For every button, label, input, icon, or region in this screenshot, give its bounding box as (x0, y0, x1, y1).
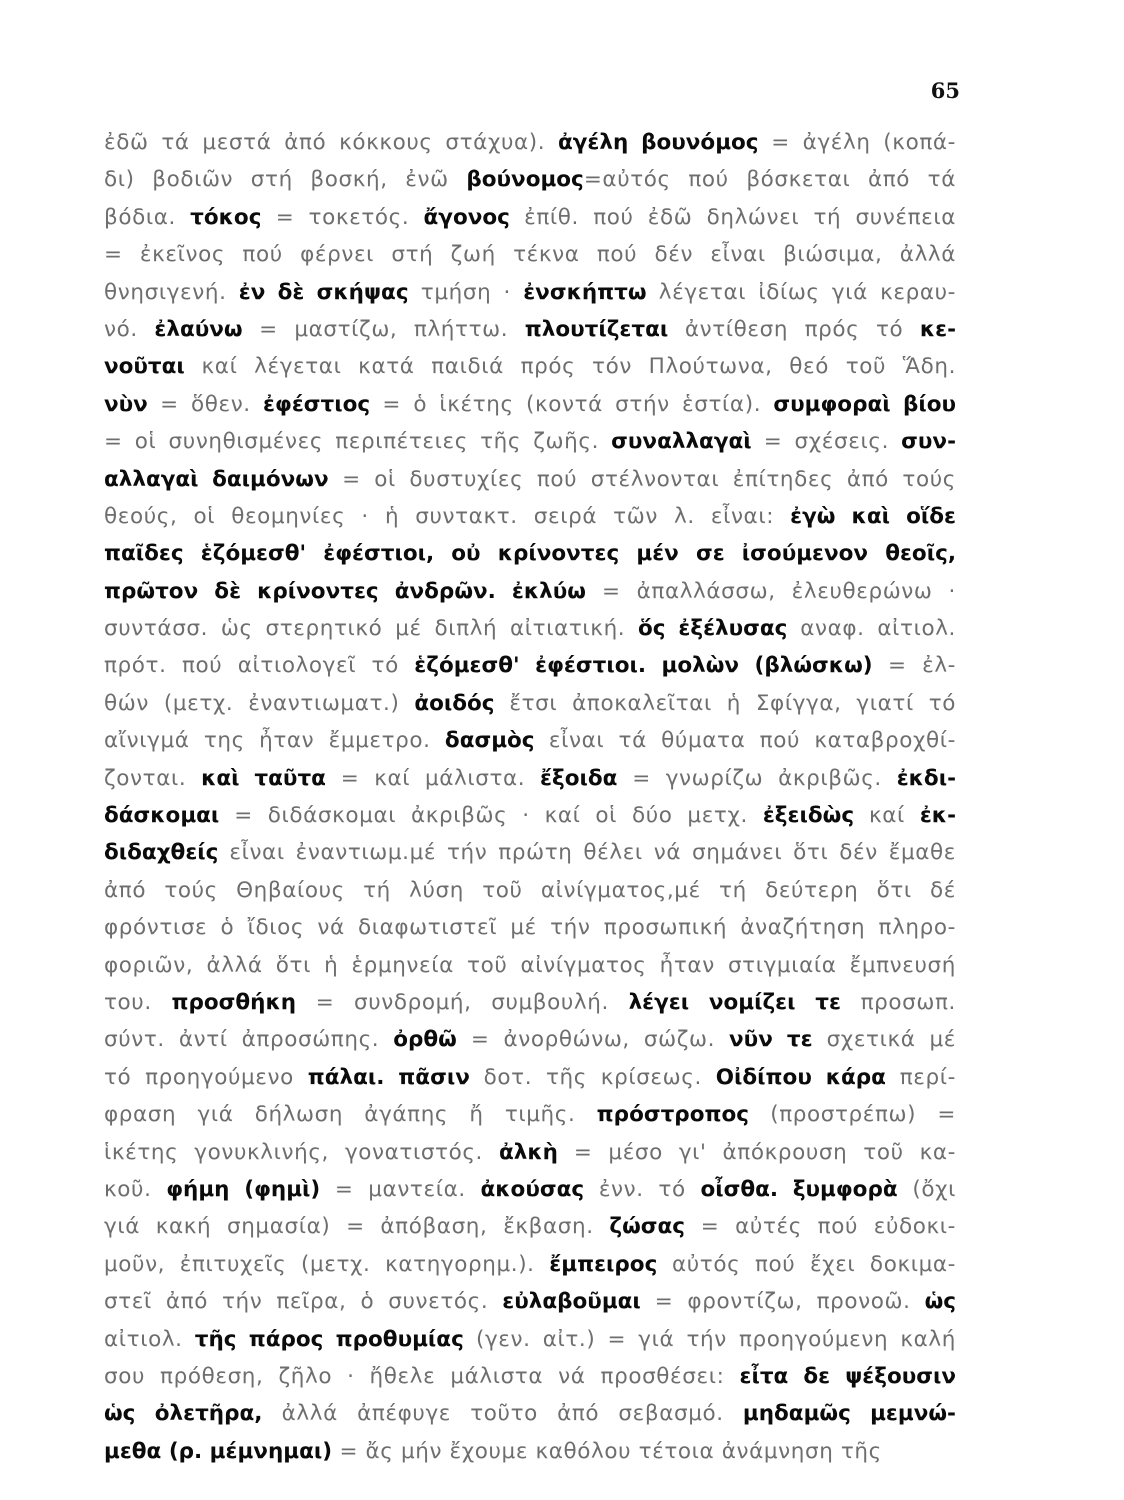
text-line (104, 647, 956, 684)
gloss-text: μοῦν, ἐπιτυχεῖς (μετχ. κατηγορημ.). (104, 1251, 550, 1277)
gloss-text: = οἱ δυστυχίες πού στέλνονται ἐπίτηδες ἀπό τούς (328, 466, 956, 492)
gloss-text: = ἀπαλλάσσω, ἐλευθερώνω · (585, 578, 956, 604)
page-number: 65 (930, 78, 960, 103)
lemma-term: ἐξειδὼς (762, 803, 855, 829)
lemma-term: ἄγονος (423, 204, 510, 230)
gloss-text: καί λέγεται κατά παιδιά πρός τόν Πλούτωνα, θεό τοῦ Ἅδη. (184, 354, 956, 380)
lemma-term: πάλαι. πᾶσιν (307, 1064, 470, 1090)
text-line (104, 1321, 956, 1358)
lemma-term: ἔξοιδα (540, 765, 618, 791)
lemma-term: δάσκομαι (104, 803, 220, 829)
lemma-term: ἑζόμεσθ' ἐφέστιοι. μολὼν (βλώσκω) (414, 653, 873, 679)
gloss-text: κοῦ. (104, 1176, 167, 1202)
lemma-term: πρῶτον δὲ κρίνοντες ἀνδρῶν. (104, 578, 512, 604)
lemma-term: συμφοραὶ βίου (773, 391, 956, 417)
gloss-text: ζονται. (104, 765, 202, 791)
gloss-text: καί (854, 803, 920, 829)
lemma-term: εὐλαβοῦμαι (502, 1289, 641, 1315)
text-line (104, 1208, 956, 1245)
text-line (104, 386, 956, 423)
gloss-text: ἀλλά ἀπέφυγε τοῦτο ἀπό σεβασμό. (262, 1401, 743, 1427)
gloss-text: = συνδρομή, συμβουλή. (296, 989, 629, 1015)
text-line (104, 834, 956, 871)
lemma-term: ἐν δὲ σκήψας (238, 279, 409, 305)
text-line (104, 274, 956, 311)
lemma-term: πλουτίζεται (524, 316, 669, 342)
text-line (104, 685, 956, 722)
text-line (104, 573, 956, 610)
gloss-text: φοριῶν, ἀλλά ὅτι ἡ ἑρμηνεία τοῦ αἰνίγματος ἦταν στιγμιαία ἔμπνευσή (104, 952, 956, 978)
gloss-text: = ὁ ἱκέτης (κοντά στήν ἑστία). (370, 391, 774, 417)
gloss-text: θεούς, οἱ θεομηνίες · ἡ συντακτ. σειρά τῶν λ. εἶναι: (104, 503, 791, 529)
text-line (104, 1433, 956, 1470)
gloss-text: προσωπ. (840, 989, 956, 1015)
lemma-term: ἀλκὴ (498, 1139, 558, 1165)
lemma-term: ἐγὼ καὶ οἵδε (790, 503, 956, 529)
gloss-text: = ἀγέλη (κοπά- (758, 130, 956, 155)
text-line (104, 236, 956, 273)
gloss-text: (γεν. αἰτ.) = γιά τήν προηγούμενη καλή (463, 1326, 956, 1352)
text-line (104, 909, 956, 946)
gloss-text: δι) βοδιῶν στή βοσκή, ἐνῶ (104, 167, 467, 193)
lemma-term: ὡς (924, 1289, 956, 1315)
text-line (104, 1021, 956, 1058)
gloss-text: (ὄχι (897, 1176, 956, 1202)
lemma-term: ἀοιδός (414, 690, 495, 716)
lemma-term: οἶσθα. ξυμφορὰ (700, 1176, 898, 1202)
lemma-term: ὅς ἐξέλυσας (638, 616, 788, 642)
lemma-term: παῖδες ἑζόμεσθ' ἐφέστιοι, οὐ κρίνοντες μέν σε ἰσούμενον θεοῖς, (104, 541, 956, 567)
lemma-term: ἔμπειρος (549, 1251, 658, 1277)
lemma-term: κε- (919, 316, 956, 342)
text-line (104, 423, 956, 460)
lemma-term: φήμη (φημὶ) (166, 1176, 321, 1202)
gloss-text: ἐνν. τό (584, 1176, 701, 1202)
text-line (104, 1059, 956, 1096)
gloss-text: τό προηγούμενο (104, 1064, 308, 1090)
gloss-text: θών (μετχ. ἐναντιωματ.) (104, 690, 415, 716)
text-line (104, 610, 956, 647)
lemma-term: ὡς ὀλετῆρα, (104, 1401, 263, 1427)
lemma-term: ἐφέστιος (263, 391, 371, 417)
gloss-text: ἀντίθεση πρός τό (668, 316, 920, 342)
gloss-text: (προστρέπω) = (749, 1102, 956, 1128)
lemma-term: ἐκ- (919, 803, 956, 829)
lemma-term: μηδαμῶς μεμνώ- (742, 1401, 956, 1427)
lemma-term: νοῦται (104, 354, 185, 380)
lemma-term: μεθα (ρ. μέμνημαι) (104, 1438, 333, 1464)
gloss-text: θνησιγενή. (104, 279, 239, 305)
lemma-term: συν- (901, 429, 956, 455)
lemma-term: νῦν τε (729, 1027, 813, 1053)
lemma-term: πρόστροπος (596, 1102, 749, 1128)
lemma-term: ὀρθῶ (393, 1027, 457, 1053)
gloss-text: σχετικά μέ (812, 1027, 956, 1053)
gloss-text: = αὐτές πού εὐδοκι- (685, 1214, 956, 1240)
lemma-term: τῆς πάρος προθυμίας (194, 1326, 464, 1352)
gloss-text: = διδάσκομαι ἀκριβῶς · καί οἱ δύο μετχ. (219, 803, 763, 829)
gloss-text: συντάσσ. ὡς στερητικό μέ διπλή αἰτιατική. (104, 616, 639, 642)
text-line (104, 1358, 956, 1395)
gloss-text: ἔτσι ἀποκαλεῖται ἡ Σφίγγα, γιατί τό (494, 690, 956, 716)
gloss-text: = ὅθεν. (147, 391, 264, 417)
gloss-text: αὐτός πού ἔχει δοκιμα- (657, 1251, 956, 1277)
gloss-text: εἶναι τά θύματα πού καταβροχθί- (534, 728, 956, 754)
gloss-text: γιά κακή σημασία) = ἀπόβαση, ἔκβαση. (104, 1214, 610, 1240)
gloss-text: εἶναι ἐναντιωμ.μέ τήν πρώτη θέλει νά σημάνει ὅτι δέν ἔμαθε (218, 840, 956, 866)
gloss-text: = οἱ συνηθισμένες περιπέτειες τῆς ζωῆς. (104, 429, 612, 455)
gloss-text: = ἐκεῖνος πού φέρνει στή ζωή τέκνα πού δέν εἶναι βιώσιμα, ἀλλά (104, 242, 956, 268)
gloss-text: φρόντισε ὁ ἴδιος νά διαφωτιστεῖ μέ τήν προσωπική ἀναζήτηση πληρο- (104, 915, 956, 941)
gloss-text: = γνωρίζω ἀκριβῶς. (617, 765, 897, 791)
text-line (104, 161, 956, 198)
gloss-text: ἱκέτης γονυκλινής, γονατιστός. (104, 1139, 499, 1165)
gloss-text: = ἄς μήν ἔχουμε καθόλου τέτοια ἀνάμνηση τῆς (332, 1438, 882, 1464)
gloss-text: ἐδῶ τά μεστά ἀπό κόκκους στάχυα). (104, 130, 558, 155)
lemma-term: βούνομος (466, 167, 584, 193)
gloss-text: φραση γιά δήλωση ἀγάπης ἤ τιμῆς. (104, 1102, 597, 1128)
gloss-text: = ἐλ- (872, 653, 956, 679)
text-line (104, 199, 956, 236)
lemma-term: συναλλαγαὶ (611, 429, 752, 455)
lemma-term: δασμὸς (444, 728, 535, 754)
gloss-text: βόδια. (104, 204, 191, 230)
lemma-term: ἀγέλη βουνόμος (557, 130, 759, 155)
gloss-text: =αὐτός πού βόσκεται ἀπό τά (583, 167, 956, 193)
text-line (104, 124, 956, 161)
gloss-text: τμήση · (408, 279, 524, 305)
lemma-term: ἐκδι- (896, 765, 956, 791)
gloss-text: αἴνιγμά της ἦταν ἔμμετρο. (104, 728, 445, 754)
text-line (104, 1096, 956, 1133)
gloss-text: πρότ. πού αἰτιολογεῖ τό (104, 653, 415, 679)
lemma-term: τόκος (190, 204, 262, 230)
gloss-text: = καί μάλιστα. (325, 765, 541, 791)
lemma-term: ἐκλύω (511, 578, 586, 604)
lemma-term: ἐλαύνω (154, 316, 243, 342)
lemma-term: λέγει νομίζει τε (628, 989, 841, 1015)
text-line (104, 498, 956, 535)
gloss-text: του. (104, 989, 172, 1015)
gloss-text: αἰτιολ. (104, 1326, 195, 1352)
text-line (104, 535, 956, 572)
lemma-term: προσθήκη (171, 989, 297, 1015)
gloss-text: = τοκετός. (261, 204, 424, 230)
lemma-term: Οἰδίπου κάρα (715, 1064, 886, 1090)
gloss-text: ἀπό τούς Θηβαίους τή λύση τοῦ αἰνίγματος,μέ τή δεύτερη ὅτι δέ (104, 877, 956, 903)
gloss-text: = φροντίζω, προνοῶ. (640, 1289, 925, 1315)
gloss-text: = σχέσεις. (751, 429, 902, 455)
lemma-term: ἐνσκήπτω (523, 279, 647, 305)
text-line (104, 1283, 956, 1320)
lemma-term: αλλαγαὶ δαιμόνων (104, 466, 329, 492)
gloss-text: σου πρόθεση, ζῆλο · ἤθελε μάλιστα νά προσθέσει: (104, 1363, 740, 1389)
gloss-text: = μαντεία. (320, 1176, 481, 1202)
gloss-text: λέγεται ἰδίως γιά κεραυ- (646, 279, 956, 305)
gloss-text: σύντ. ἀντί ἀπροσώπης. (104, 1027, 394, 1053)
lemma-term: διδαχθείς (104, 840, 219, 866)
text-line (104, 984, 956, 1021)
commentary-text (104, 124, 956, 1470)
text-line (104, 348, 956, 385)
gloss-text: ἐπίθ. πού ἐδῶ δηλώνει τή συνέπεια (509, 204, 956, 230)
text-line (104, 797, 956, 834)
gloss-text: αναφ. αἰτιολ. (787, 616, 956, 642)
text-line (104, 1395, 956, 1432)
text-line (104, 760, 956, 797)
text-line (104, 1246, 956, 1283)
gloss-text: νό. (104, 316, 155, 342)
gloss-text: = ἀνορθώνω, σώζω. (456, 1027, 730, 1053)
text-line (104, 722, 956, 759)
gloss-text: = μέσο γι' ἀπόκρουση τοῦ κα- (557, 1139, 956, 1165)
text-line (104, 947, 956, 984)
text-line (104, 872, 956, 909)
text-line (104, 311, 956, 348)
text-line (104, 461, 956, 498)
gloss-text: = μαστίζω, πλήττω. (242, 316, 525, 342)
gloss-text: στεῖ ἀπό τήν πεῖρα, ὁ συνετός. (104, 1289, 503, 1315)
text-line (104, 1171, 956, 1208)
lemma-term: καὶ ταῦτα (201, 765, 326, 791)
lemma-term: ζώσας (609, 1214, 686, 1240)
text-line (104, 1134, 956, 1171)
gloss-text: δοτ. τῆς κρίσεως. (469, 1064, 716, 1090)
lemma-term: ἀκούσας (480, 1176, 585, 1202)
lemma-term: νὺν (104, 391, 148, 417)
lemma-term: εἶτα δε ψέξουσιν (739, 1363, 956, 1389)
gloss-text: περί- (885, 1064, 956, 1090)
